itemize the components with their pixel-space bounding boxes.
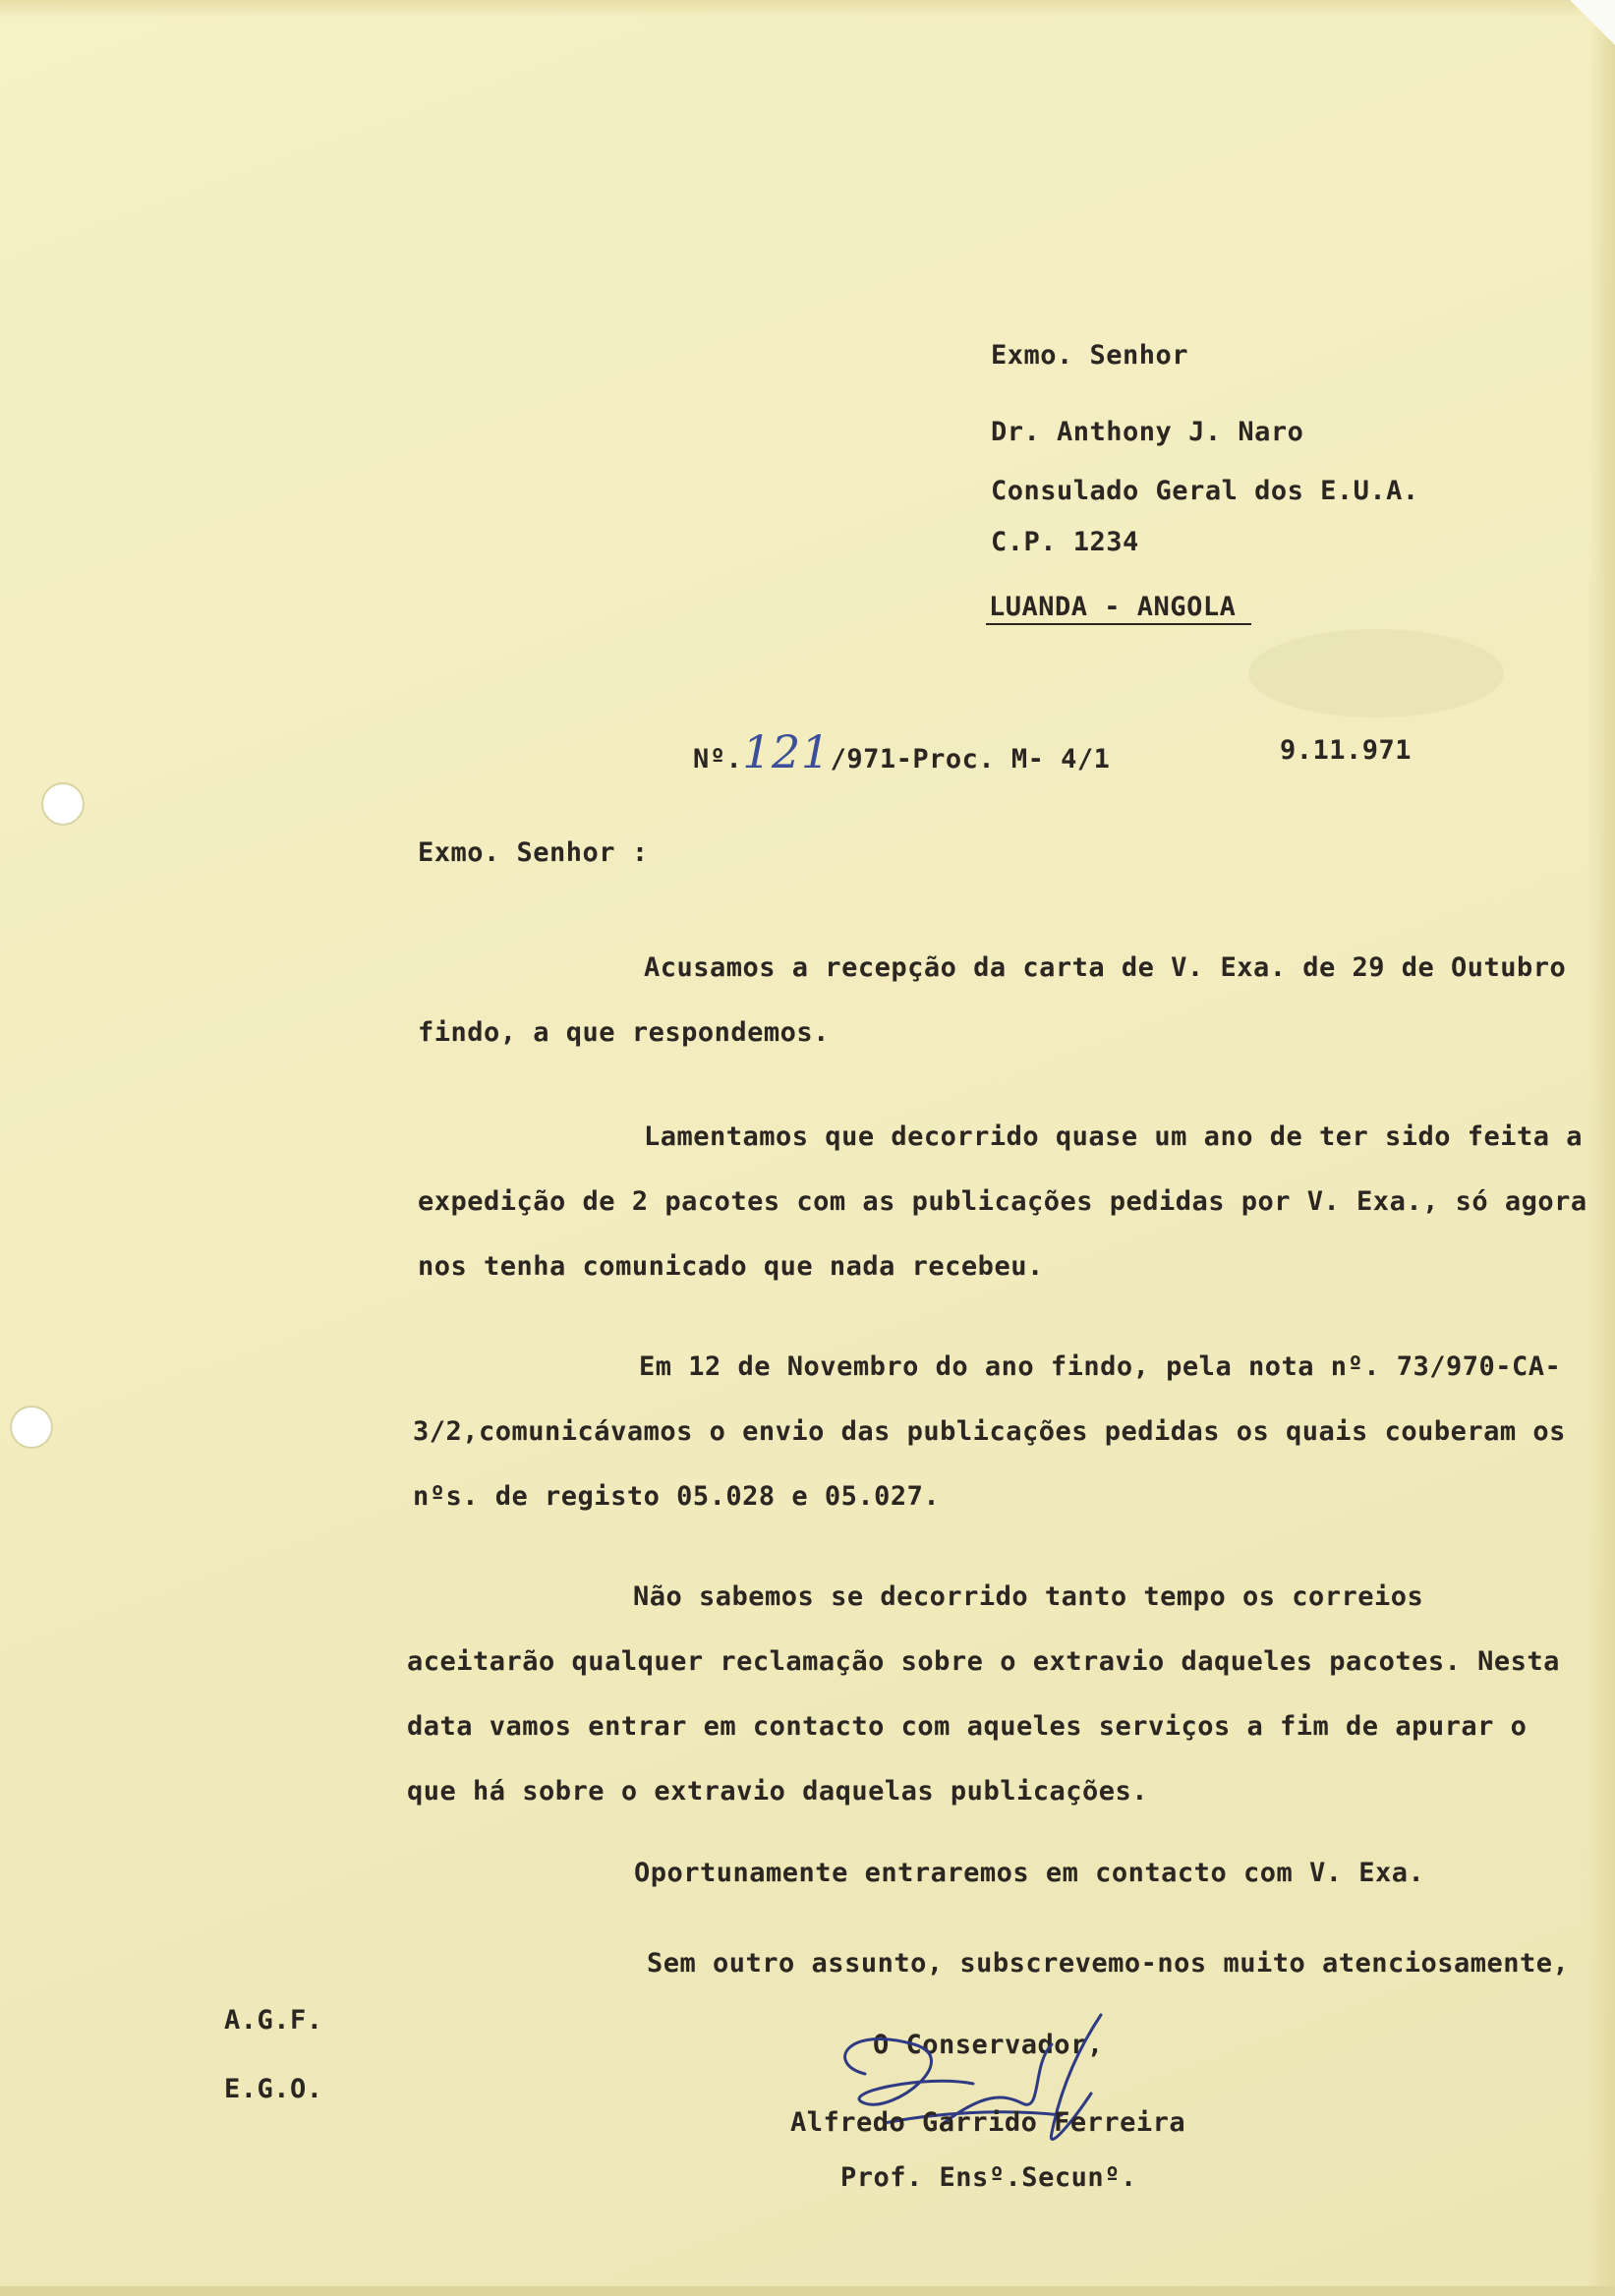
body-paragraph-1 <box>418 936 1597 1065</box>
body-paragraph-3 <box>413 1335 1592 1529</box>
body-paragraph-2 <box>418 1105 1597 1299</box>
address-salutation: Exmo. Senhor <box>991 340 1189 371</box>
paper-stain <box>1248 629 1504 718</box>
paper-corner-fold <box>1570 0 1615 45</box>
initials-2: E.G.O. <box>224 2074 323 2104</box>
handwritten-reference-number: 121 <box>742 725 831 778</box>
reference-suffix: /971-Proc. M- 4/1 <box>830 744 1111 775</box>
reference-prefix: Nº. <box>693 744 743 775</box>
initials-1: A.G.F. <box>224 2005 323 2036</box>
greeting: Exmo. Senhor : <box>418 837 649 868</box>
letter-date: 9.11.971 <box>1280 735 1413 766</box>
address-po-box: C.P. 1234 <box>991 527 1139 557</box>
paper-top-edge <box>0 0 1615 18</box>
address-underline <box>986 623 1251 625</box>
address-name: Dr. Anthony J. Naro <box>991 417 1304 447</box>
paragraph-text: Acusamos a recepção da carta de V. Exa. de 29 de Outubro findo, a que respondemos. <box>418 952 1567 1048</box>
address-city: LUANDA - ANGOLA <box>989 592 1237 622</box>
punch-hole-bottom <box>10 1406 53 1449</box>
closing-line-1: Oportunamente entraremos em contacto com V. Exa. <box>634 1858 1425 1888</box>
paragraph-text: Em 12 de Novembro do ano findo, pela nota nº. 73/970-CA-3/2,comunicávamos o envio das publicações pedidas os quais couberam os nºs. de registo 05.028 e 05.027. <box>413 1351 1566 1512</box>
punch-hole-top <box>41 782 85 826</box>
paragraph-text: Lamentamos que decorrido quase um ano de ter sido feita a expedição de 2 pacotes com as publicações pedidas por V. Exa., só agora nos tenha comunicado que nada recebeu. <box>418 1121 1587 1282</box>
reference-line <box>693 725 1110 778</box>
paper-bottom-edge <box>0 2286 1615 2296</box>
signature-stroke-loop <box>845 2038 973 2104</box>
body-paragraph-4 <box>407 1565 1586 1824</box>
closing-line-2: Sem outro assunto, subscrevemo-nos muito atenciosamente, <box>647 1948 1570 1979</box>
address-organization: Consulado Geral dos E.U.A. <box>991 476 1419 506</box>
handwritten-signature <box>806 2005 1160 2162</box>
signature-title: O Conservador, <box>873 2030 1104 2060</box>
signatory-name: Alfredo Garrido Ferreira <box>790 2107 1186 2138</box>
paragraph-text: Não sabemos se decorrido tanto tempo os correios aceitarão qualquer reclamação sobre o extravio daqueles pacotes. Nesta data vamos entrar em contacto com aqueles serviços a fim de apurar o que há sobre o extravio daquelas publicações. <box>407 1581 1560 1807</box>
signatory-position: Prof. Ensº.Secunº. <box>840 2162 1137 2193</box>
